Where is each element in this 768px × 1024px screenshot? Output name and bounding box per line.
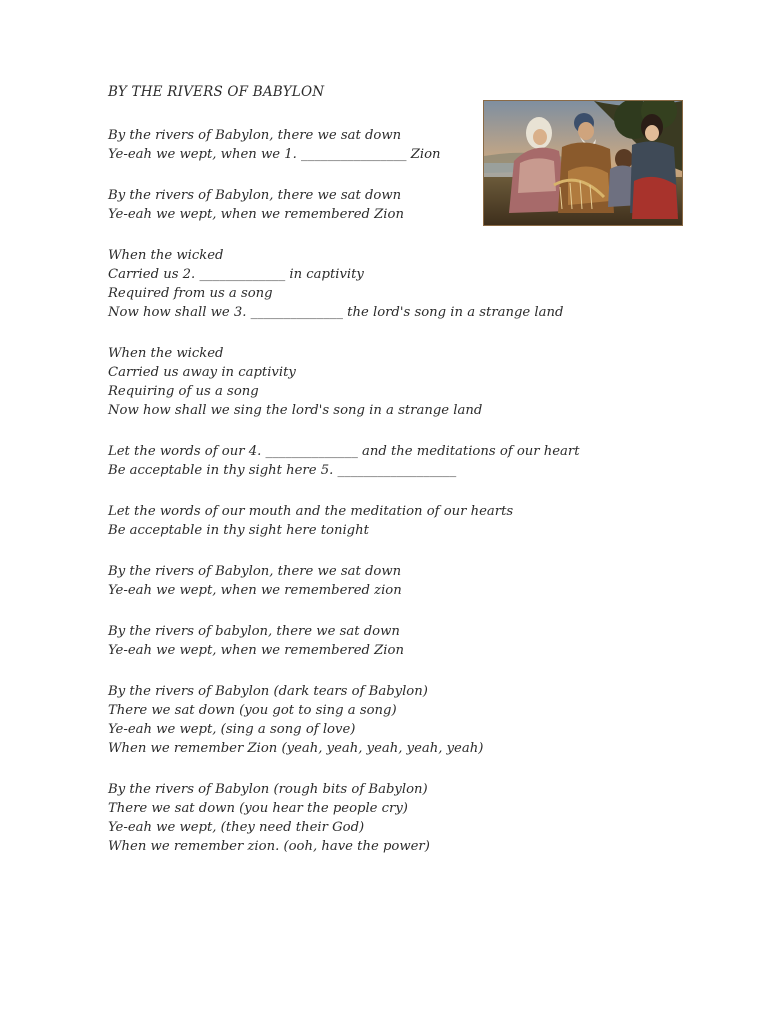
stanza-6 [108,502,668,540]
lyric-line: Ye-eah we wept, (they need their God) [108,820,365,835]
lyric-line: By the rivers of Babylon, there we sat down [108,128,402,143]
lyric-line: Ye-eah we wept, when we remembered Zion [108,643,404,658]
page-title: BY THE RIVERS OF BABYLON [108,84,325,100]
lyric-line: Ye-eah we wept, when we remembered zion [108,583,402,598]
lyric-line: By the rivers of Babylon, there we sat down [108,188,402,203]
lyric-line: When the wicked [108,346,224,361]
lyric-line: When we remember Zion (yeah, yeah, yeah, yeah, yeah) [108,741,484,756]
stanza-2 [108,186,668,224]
lyric-line: Carried us away in captivity [108,365,296,380]
stanza-4 [108,344,668,420]
lyric-line-blank-5: Be acceptable in thy sight here 5. __________________ [108,463,457,478]
lyric-line: When we remember zion. (ooh, have the power) [108,839,430,854]
lyric-line: By the rivers of Babylon (dark tears of Babylon) [108,684,428,699]
stanza-8 [108,622,668,660]
lyric-line-blank-3: Now how shall we 3. ______________ the lord's song in a strange land [108,305,564,320]
lyric-line: Required from us a song [108,286,273,301]
stanza-7 [108,562,668,600]
lyric-line: Ye-eah we wept, (sing a song of love) [108,722,356,737]
lyric-line: By the rivers of Babylon (rough bits of Babylon) [108,782,428,797]
lyric-line: There we sat down (you hear the people cry) [108,801,408,816]
stanza-3 [108,246,668,322]
lyric-line: There we sat down (you got to sing a song) [108,703,397,718]
lyric-line: Be acceptable in thy sight here tonight [108,523,369,538]
lyric-line: Requiring of us a song [108,384,259,399]
lyric-line: When the wicked [108,248,224,263]
lyric-line-blank-2: Carried us 2. _____________ in captivity [108,267,364,282]
lyric-line: By the rivers of babylon, there we sat down [108,624,400,639]
lyric-line: Now how shall we sing the lord's song in a strange land [108,403,483,418]
lyric-line: Let the words of our mouth and the meditation of our hearts [108,504,514,519]
lyric-line: Ye-eah we wept, when we remembered Zion [108,207,404,222]
stanza-10 [108,780,668,856]
lyric-line: By the rivers of Babylon, there we sat down [108,564,402,579]
stanza-1 [108,126,668,164]
lyrics [108,126,668,878]
stanza-9 [108,682,668,758]
lyric-line-blank-4: Let the words of our 4. ______________ and the meditations of our heart [108,444,580,459]
stanza-5 [108,442,668,480]
lyric-line-blank-1: Ye-eah we wept, when we 1. ________________ Zion [108,147,441,162]
